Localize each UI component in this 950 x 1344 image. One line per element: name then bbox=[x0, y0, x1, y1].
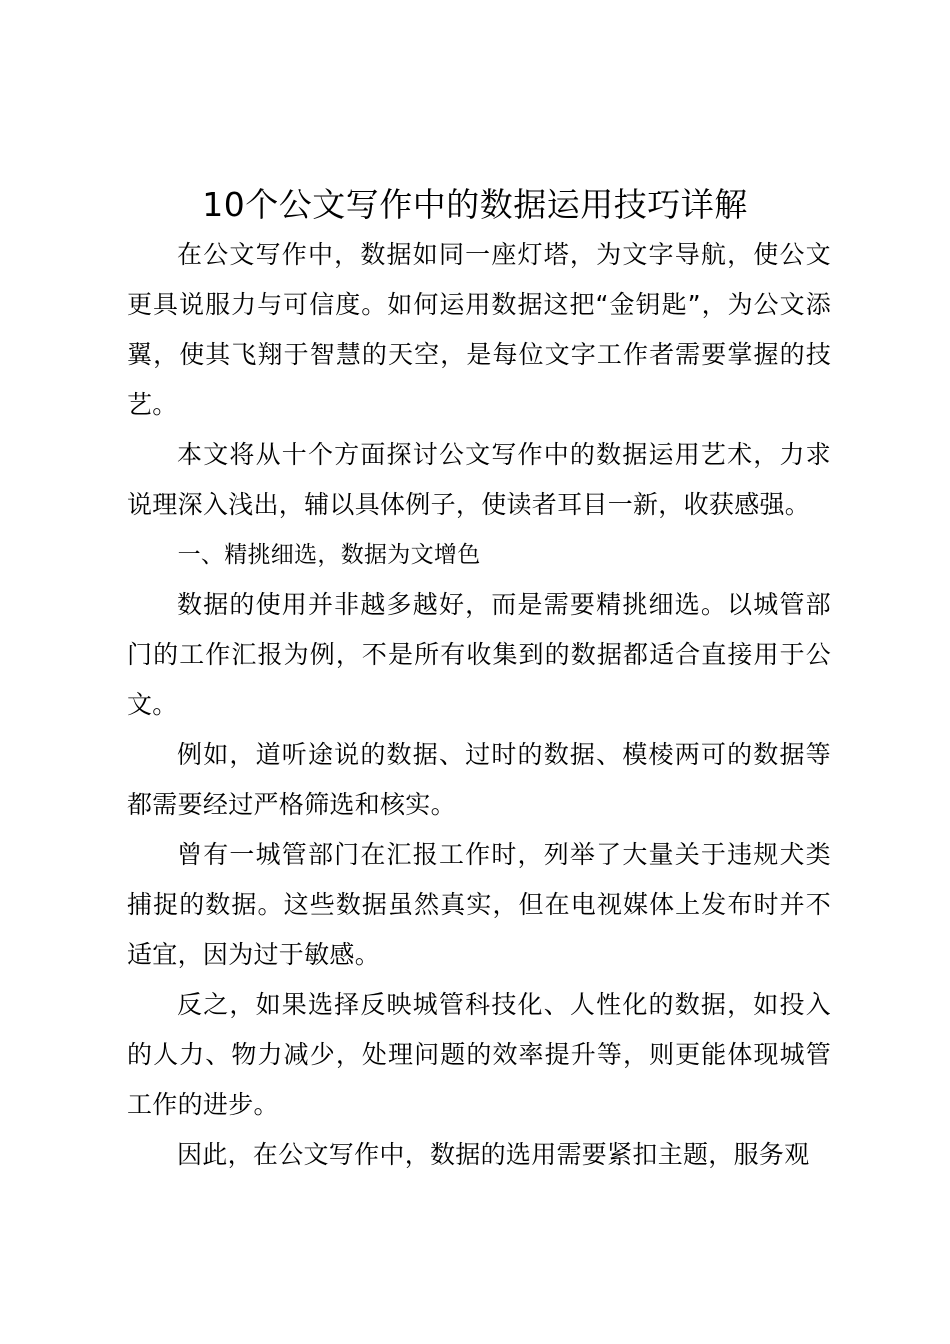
section-1-paragraph-4: 反之，如果选择反映城管科技化、人性化的数据，如投入的人力、物力减少，处理问题的效率提升等，则更能体现城管工作的进步。 bbox=[127, 990, 831, 1119]
intro-paragraph-1: 在公文写作中，数据如同一座灯塔，为文字导航，使公文更具说服力与可信度。如何运用数据这把“金钥匙”，为公文添翼，使其飞翔于智慧的天空，是每位文字工作者需要掌握的技艺。 bbox=[127, 240, 831, 419]
document-title: 10个公文写作中的数据运用技巧详解 bbox=[202, 185, 748, 224]
section-1-paragraph-3: 曾有一城管部门在汇报工作时，列举了大量关于违规犬类捕捉的数据。这些数据虽然真实，但在电视媒体上发布时并不适宜，因为过于敏感。 bbox=[127, 840, 831, 969]
intro-paragraph-2: 本文将从十个方面探讨公文写作中的数据运用艺术，力求说理深入浅出，辅以具体例子，使读者耳目一新，收获感强。 bbox=[127, 440, 831, 519]
section-1-paragraph-1: 数据的使用并非越多越好，而是需要精挑细选。以城管部门的工作汇报为例，不是所有收集到的数据都适合直接用于公文。 bbox=[127, 590, 831, 719]
section-1-heading: 一、精挑细选，数据为文增色 bbox=[177, 542, 481, 568]
document-body bbox=[127, 230, 831, 1180]
section-1-paragraph-5: 因此，在公文写作中，数据的选用需要紧扣主题，服务观 bbox=[177, 1140, 810, 1169]
section-1-paragraph-2: 例如，道听途说的数据、过时的数据、模棱两可的数据等都需要经过严格筛选和核实。 bbox=[127, 740, 831, 819]
